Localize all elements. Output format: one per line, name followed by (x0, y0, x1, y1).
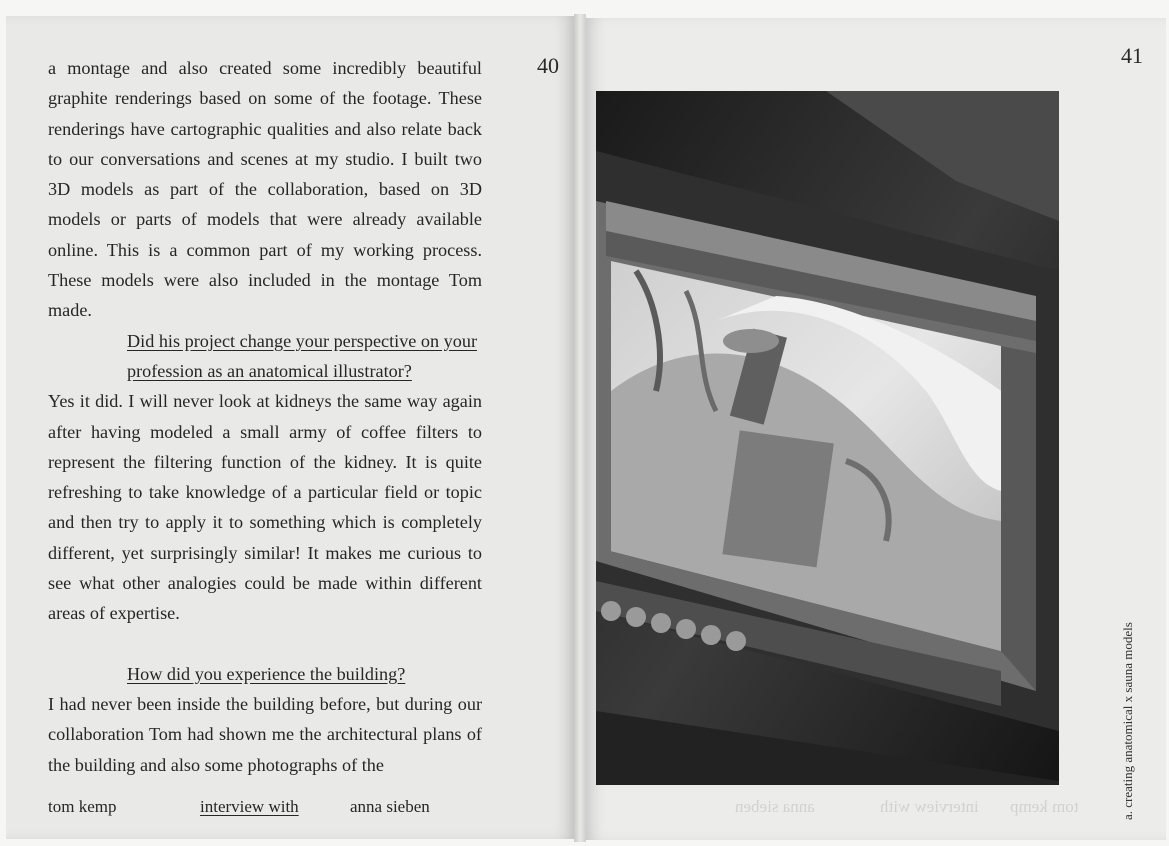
interview-text (48, 53, 482, 780)
footer-subject: anna sieben (350, 797, 430, 816)
book-gutter (574, 14, 586, 842)
show-through-subject: anna sieben (735, 797, 815, 816)
photo-illustration (596, 91, 1059, 785)
interview-question: Did his project change your perspective on your profession as an anatomical illustrator? (127, 330, 478, 381)
photo-of-3d-software-screen (596, 91, 1059, 785)
show-through-middle: interview with (880, 797, 979, 816)
paragraph-gap (48, 629, 482, 659)
interview-question: How did you experience the building? (127, 663, 406, 684)
answer-paragraph: Yes it did. I will never look at kidneys the same way again after having modeled a small army of coffee filters to represent the filtering function of the kidney. It is quite refreshing to take knowledge of a particular field or topic and then try to apply it to something which is completely different, yet surprisingly similar! It makes me curious to see what other analogies could be made within different areas of expertise. (48, 391, 482, 624)
show-through-author: tom kemp (1010, 797, 1079, 816)
figure-caption: a. creating anatomical x sauna models (1120, 622, 1135, 820)
footer-author: tom kemp (48, 797, 117, 816)
page-number-right: 41 (1121, 43, 1143, 68)
page-number-left: 40 (537, 53, 559, 78)
footer-middle: interview with (200, 797, 299, 816)
answer-paragraph: I had never been inside the building before, but during our collaboration Tom had shown me the architectural plans of the building and also some photographs of the (48, 693, 482, 775)
answer-paragraph: a montage and also created some incredibly beautiful graphite renderings based on some of the footage. These renderings have cartographic qualities and also relate back to our conversations and scenes at my studio. I built two 3D models as part of the collaboration, based on 3D models or parts of models that were already available online. This is a common part of my working process. These models were also included in the montage Tom made. (48, 58, 482, 321)
